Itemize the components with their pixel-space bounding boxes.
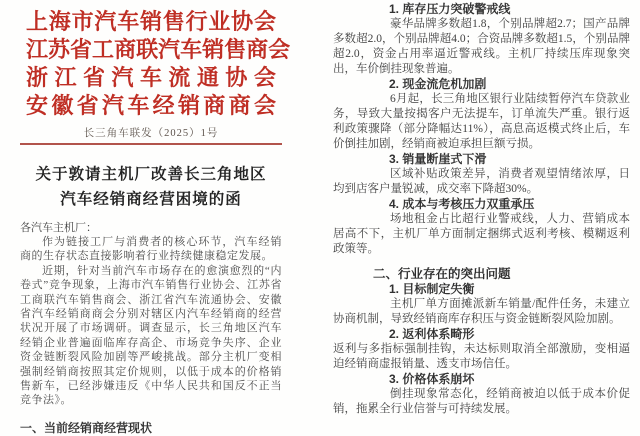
letter-title	[20, 162, 282, 212]
letter-title-line: 关于敦请主机厂改善长三角地区	[35, 166, 267, 183]
association-header	[26, 8, 291, 120]
body-paragraph: 主机厂单方面摊派新车销量/配件任务，未建立协商机制，导致经销商库存积压与资金链断裂风险加剧。	[333, 298, 630, 325]
association-name: 江 苏 省 工 商 联 汽 车 销 售 商 会	[26, 37, 291, 62]
document-number: 长三角车联发（2025）1号	[83, 128, 219, 139]
body-paragraph: 近期，针对当前汽车市场存在的愈演愈烈的“内卷式”竞争现象，上海市汽车销售行业协会、江苏省工商联汽车销售商会、浙江省汽车流通协会、安徽省汽车经销商商会分别对辖区内汽车经销商的经营状况开展了市场调研。调查显示，长三角地区汽车经销企业普遍面临库存高企、市场竞争失序、企业资金链断裂风险加剧等严峻挑战。部分主机厂变相强制经销商按照其定价规则，以低于成本的价格销售新车，已经涉嫌违反《中华人民共和国反不正当竞争法》。	[20, 264, 282, 407]
subsection-heading: 1. 库存压力突破警戒线	[389, 2, 511, 16]
letter-page-left	[20, 0, 291, 435]
letter-body	[20, 235, 282, 408]
body-paragraph: 6月起，长三角地区银行业陆续暂停汽车贷款业务，导致大量按揭客户无法提车，订单流失严重。银行返利政策骤降（部分降幅达11%），高息高返模式终止后，车价倒挂加剧，经销商被迫承担巨额亏损。	[333, 93, 630, 150]
body-paragraph: 返利与多指标强制挂钩，未达标则取消全部激励，变相逼迫经销商虚报销量、透支市场信任。	[333, 343, 630, 370]
association-name: 浙 江 省 汽 车 流 通 协 会	[26, 65, 276, 90]
subsection-heading: 2. 返利体系畸形	[389, 327, 475, 341]
body-paragraph: 区域补贴政策差异，消费者观望情绪浓厚，日均到店客户量锐减，成交率下降超30%。	[333, 168, 630, 195]
letter-title-line: 汽车经销商经营困境的函	[60, 191, 242, 208]
subsection-heading: 1. 目标制定失衡	[389, 282, 475, 296]
body-paragraph: 作为链接工厂与消费者的核心环节，汽车经销商的生存状态直接影响着行业持续健康稳定发展。	[20, 236, 282, 263]
association-name: 安 徽 省 汽 车 经 销 商 商 会	[26, 93, 276, 118]
section-heading-two: 二、行业存在的突出问题	[373, 267, 511, 281]
letter-page-right	[333, 2, 630, 416]
subsection-heading: 2. 现金流危机加剧	[389, 77, 487, 91]
body-paragraph: 豪华品牌多数超1.8，个别品牌超2.7；国产品牌多数超2.0，个别品牌超4.0；合资品牌多数超1.5，个别品牌超2.0，资金占用率逼近警戒线。主机厂持续压库现象突出，车价倒挂现象普遍。	[333, 18, 630, 75]
association-name: 上 海 市 汽 车 销 售 行 业 协 会	[26, 9, 276, 34]
section-heading-one: 一、当前经销商经营现状	[20, 420, 153, 435]
body-paragraph: 场地租金占比超行业警戒线，人力、营销成本居高不下，主机厂单方面制定捆绑式返利考核、模糊返利政策等。	[333, 213, 630, 255]
red-divider-rule	[20, 143, 282, 145]
subsection-heading: 3. 销量断崖式下滑	[389, 152, 487, 166]
body-paragraph: 倒挂现象常态化，经销商被迫以低于成本价促销，拖累全行业信誉与可持续发展。	[333, 388, 630, 415]
salutation: 各汽车主机厂：	[20, 222, 97, 234]
subsection-heading: 3. 价格体系崩坏	[389, 372, 475, 386]
subsection-heading: 4. 成本与考核压力双重承压	[389, 197, 535, 211]
